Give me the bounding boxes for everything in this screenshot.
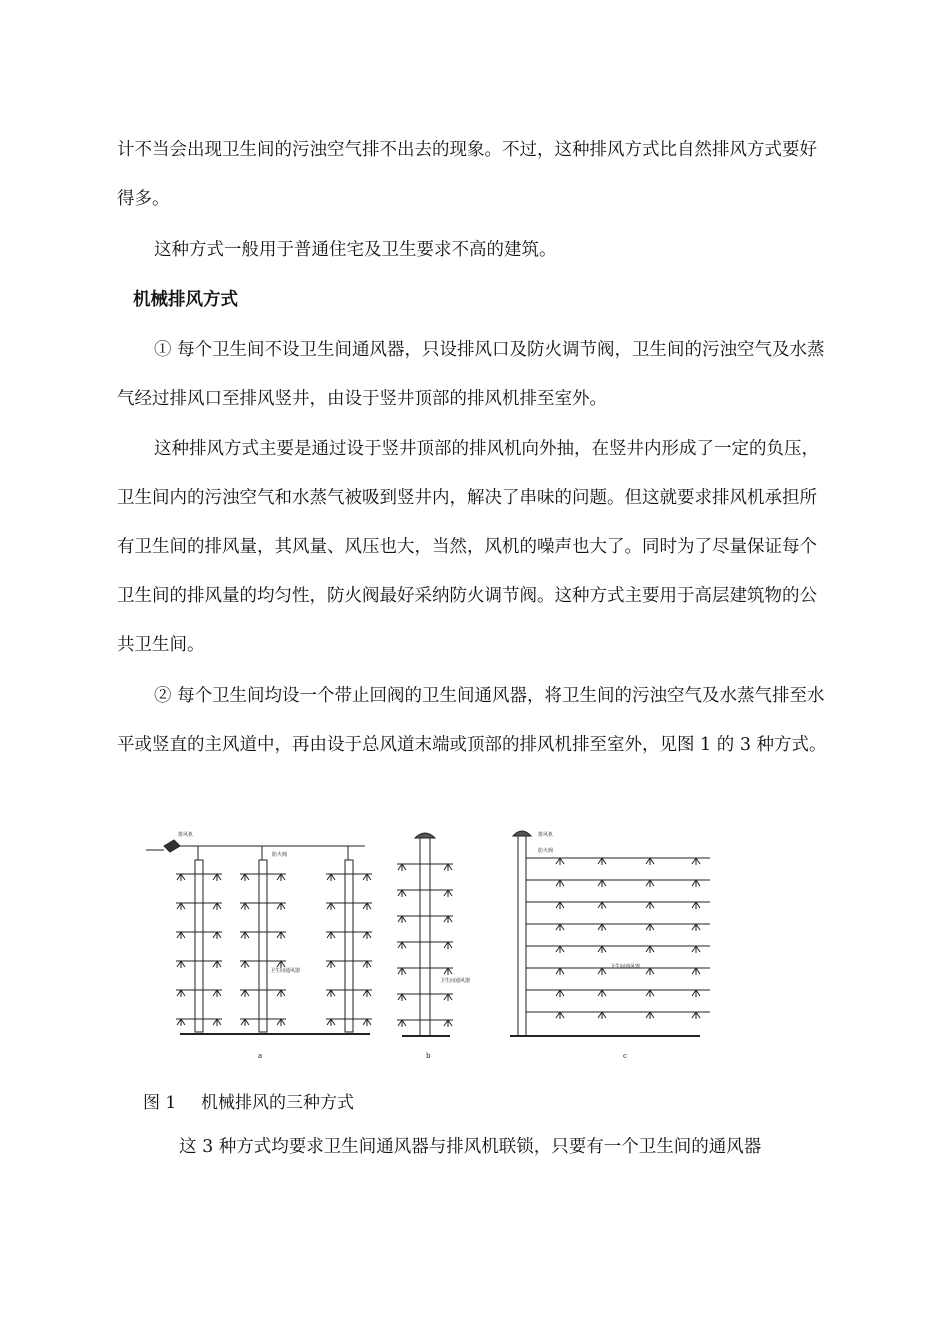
fan-icon <box>164 840 180 852</box>
paragraph-method-2: ② 每个卫生间均设一个带止回阀的卫生间通风器，将卫生间的污浊空气及水蒸气排至水平或竖直的主风道中，再由设于总风道末端或顶部的排风机排至室外，见图 1 的 3 种方式。 <box>117 686 827 755</box>
figure-caption <box>143 1088 354 1113</box>
label-fire-damper-c: 防火阀 <box>538 848 554 854</box>
paragraph-linkage: 这 3 种方式均要求卫生间通风器与排风机联锁，只要有一个卫生间的通风器 <box>179 1137 762 1157</box>
roof-fan-icon <box>415 833 435 838</box>
sub-label-a: a <box>258 1052 263 1060</box>
label-ventilator: 卫生间通风器 <box>270 968 301 974</box>
label-ventilator-c: 卫生间通风器 <box>610 964 641 970</box>
sub-label-c: c <box>623 1052 627 1060</box>
roof-fan-icon <box>513 831 531 836</box>
diagram-a <box>146 840 370 1034</box>
caption-text: 机械排风的三种方式 <box>201 1093 355 1113</box>
paragraph-method-1-detail: 这种排风方式主要是通过设于竖井顶部的排风机向外抽，在竖井内形成了一定的负压，卫生间内的污浊空气和水蒸气被吸到竖井内，解决了串味的问题。但这就要求排风机承担所有卫生间的排风量，其风量、风压也大，当然，风机的噪声也大了。同时为了尽量保证每个卫生间的排风量的均匀性，防火阀最好采纳防火调节阀。这种方式主要用于高层建筑物的公共卫生间。 <box>117 439 819 655</box>
label-fan-c: 排风机 <box>538 832 554 838</box>
sub-label-b: b <box>426 1052 431 1060</box>
diagram-b <box>402 833 450 1036</box>
figure-diagram <box>140 822 740 1068</box>
paragraph-continued: 计不当会出现卫生间的污浊空气排不出去的现象。不过，这种排风方式比自然排风方式要好得多。 <box>117 140 817 209</box>
label-fire-damper: 防火阀 <box>272 852 288 858</box>
paragraph-usage: 这种方式一般用于普通住宅及卫生要求不高的建筑。 <box>154 240 557 260</box>
label-fan: 排风机 <box>178 832 194 838</box>
section-heading: 机械排风方式 <box>133 290 238 310</box>
caption-number: 图 1 <box>143 1093 177 1113</box>
label-ventilator-b: 卫生间通风器 <box>440 978 471 984</box>
paragraph-method-1: ① 每个卫生间不设卫生间通风器，只设排风口及防火调节阀，卫生间的污浊空气及水蒸气经过排风口至排风竖井，由设于竖井顶部的排风机排至室外。 <box>117 340 825 409</box>
